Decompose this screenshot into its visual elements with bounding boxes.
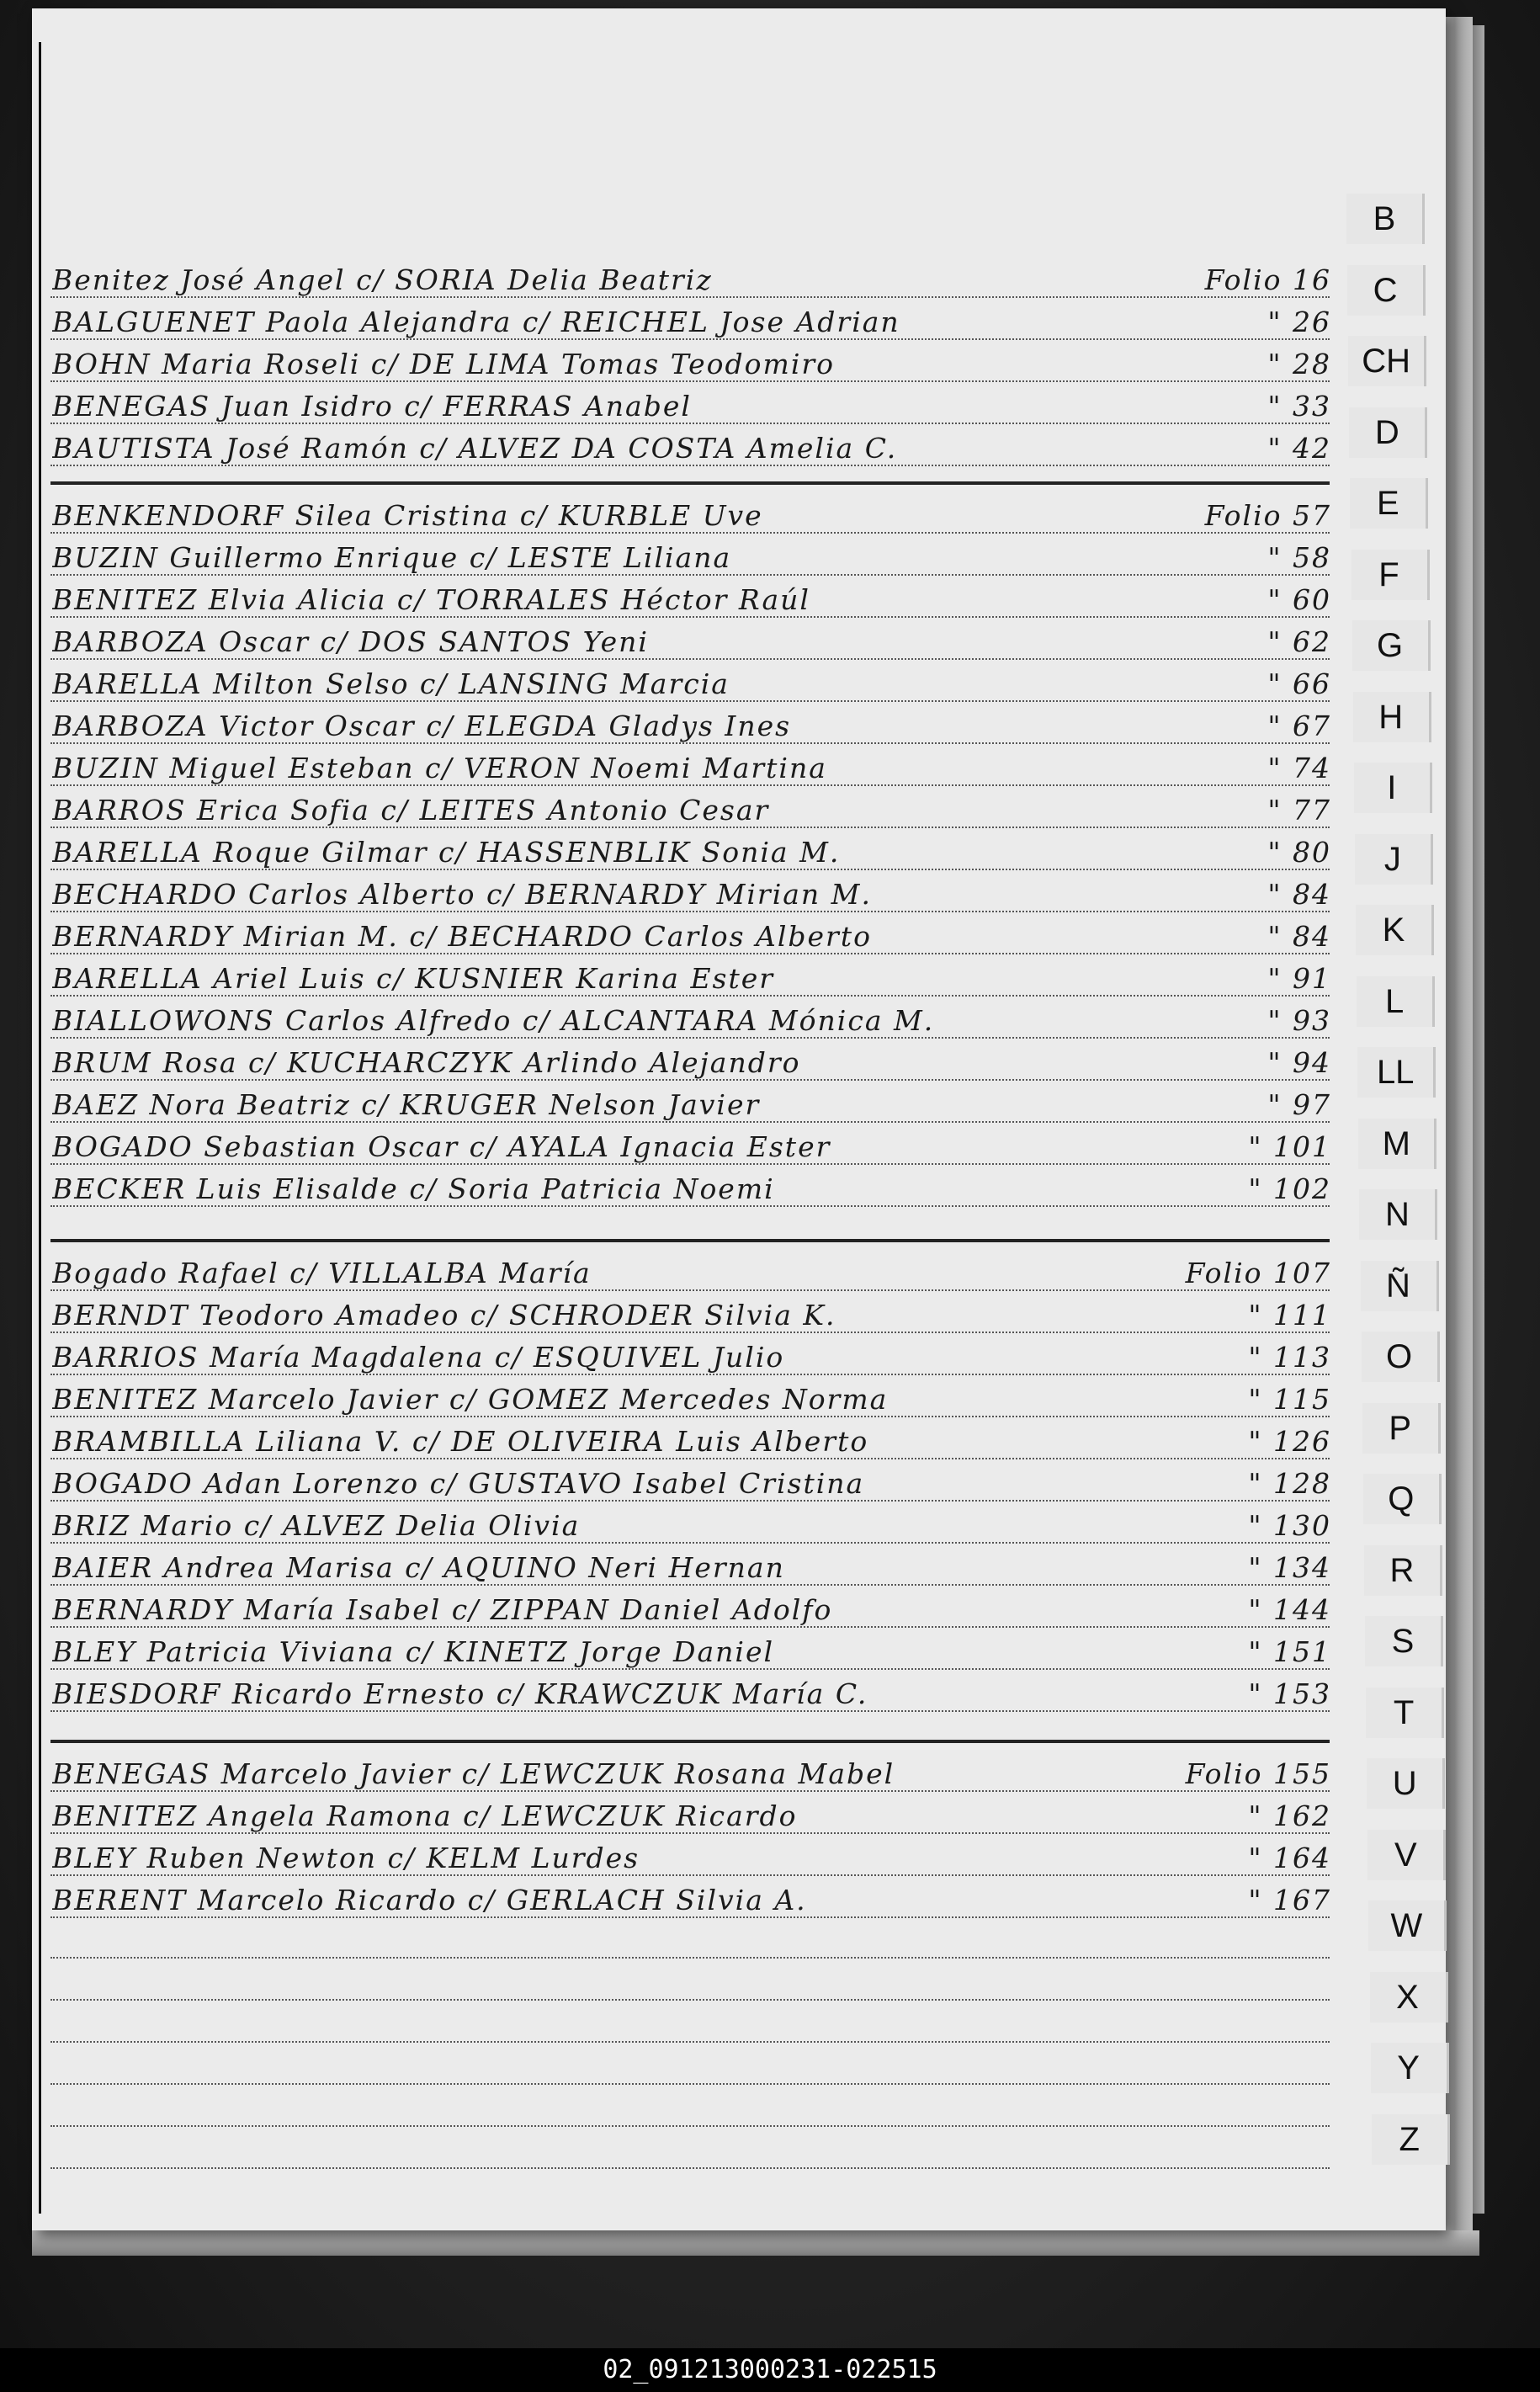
index-tab-e[interactable]: E: [1350, 478, 1428, 529]
entry-folio: " 134: [1248, 1551, 1331, 1584]
index-tab-r[interactable]: R: [1364, 1545, 1442, 1596]
entry-names: BRAMBILLA Liliana V. c/ DE OLIVEIRA Luis Alberto: [52, 1425, 869, 1458]
entry-names: BECHARDO Carlos Alberto c/ BERNARDY Mirian M.: [52, 878, 872, 911]
entry-names: BARBOZA Victor Oscar c/ ELEGDA Gladys Ines: [52, 710, 792, 742]
ledger-entry: [52, 1372, 1331, 1416]
index-tabs: [1346, 168, 1464, 2239]
index-tab-v[interactable]: V: [1367, 1830, 1446, 1880]
entry-names: Benitez José Angel c/ SORIA Delia Beatriz: [52, 263, 713, 296]
entry-folio: " 111: [1248, 1299, 1331, 1332]
entry-folio: " 130: [1248, 1509, 1331, 1542]
entry-folio: " 151: [1248, 1635, 1331, 1668]
ledger-entry: [52, 1288, 1331, 1332]
entry-names: BAUTISTA José Ramón c/ ALVEZ DA COSTA Amelia C.: [52, 432, 898, 465]
entry-names: BENITEZ Elvia Alicia c/ TORRALES Héctor Raúl: [52, 583, 810, 616]
entry-folio: " 66: [1267, 667, 1331, 700]
ledger-entry: [52, 530, 1331, 574]
ledger-entry: [52, 421, 1331, 465]
index-tab-y[interactable]: Y: [1371, 2043, 1449, 2093]
entry-folio: " 58: [1267, 541, 1331, 574]
ledger-entry: [52, 1789, 1331, 1832]
entry-folio: " 60: [1267, 583, 1331, 616]
entry-names: BRIZ Mario c/ ALVEZ Delia Olivia: [52, 1509, 581, 1542]
ledger-entry: [52, 1666, 1331, 1710]
entry-folio: " 93: [1267, 1004, 1331, 1037]
entry-names: BARELLA Milton Selso c/ LANSING Marcia: [52, 667, 730, 700]
entry-names: BERNARDY Mirian M. c/ BECHARDO Carlos Alberto: [52, 920, 872, 953]
entry-folio: " 77: [1267, 794, 1331, 827]
ledger-entry: [52, 993, 1331, 1037]
index-tab-ll[interactable]: LL: [1357, 1047, 1436, 1098]
ledger-entry: [52, 1540, 1331, 1584]
entry-names: BAIER Andrea Marisa c/ AQUINO Neri Hernan: [52, 1551, 785, 1584]
ledger-entry: [52, 1624, 1331, 1668]
ledger-entry: [52, 1873, 1331, 1916]
ledger-entry: [52, 867, 1331, 911]
entry-folio: Folio 155: [1185, 1757, 1331, 1790]
entry-names: BENKENDORF Silea Cristina c/ KURBLE Uve: [52, 499, 763, 532]
ledger-entry: [52, 252, 1331, 296]
index-tab-q[interactable]: Q: [1363, 1474, 1442, 1524]
ledger-entry: [52, 1161, 1331, 1205]
entry-names: BRUM Rosa c/ KUCHARCZYK Arlindo Alejandro: [52, 1046, 801, 1079]
entry-folio: " 33: [1267, 390, 1331, 423]
ledger-entry: [52, 572, 1331, 616]
index-tab-ñ[interactable]: Ñ: [1361, 1261, 1439, 1311]
ledger-entry: [52, 1414, 1331, 1458]
ledger-entry: [52, 1077, 1331, 1121]
ledger-entry: [52, 1035, 1331, 1079]
entry-names: BERENT Marcelo Ricardo c/ GERLACH Silvia A.: [52, 1884, 807, 1916]
entry-folio: " 167: [1248, 1884, 1331, 1916]
ruled-line: [50, 2041, 1330, 2043]
entry-names: BLEY Ruben Newton c/ KELM Lurdes: [52, 1842, 640, 1874]
index-tab-c[interactable]: C: [1347, 265, 1426, 316]
entry-names: BUZIN Guillermo Enrique c/ LESTE Liliana: [52, 541, 732, 574]
ledger-entry: [52, 1746, 1331, 1790]
entry-folio: " 84: [1267, 920, 1331, 953]
index-tab-h[interactable]: H: [1353, 692, 1431, 742]
entry-folio: " 162: [1248, 1799, 1331, 1832]
ruled-line: [50, 1710, 1330, 1712]
ledger-entry: [52, 951, 1331, 995]
ledger-entry: [52, 1582, 1331, 1626]
entry-names: Bogado Rafael c/ VILLALBA María: [52, 1257, 592, 1289]
index-tab-k[interactable]: K: [1356, 905, 1434, 955]
entry-folio: " 84: [1267, 878, 1331, 911]
ledger-entry: [52, 909, 1331, 953]
entry-folio: " 62: [1267, 625, 1331, 658]
image-code: 02_091213000231-022515: [603, 2355, 937, 2384]
entry-folio: " 94: [1267, 1046, 1331, 1079]
index-tab-f[interactable]: F: [1351, 550, 1430, 600]
page-edge: [1471, 25, 1484, 2214]
index-tab-w[interactable]: W: [1368, 1900, 1447, 1951]
ledger-entry: [52, 656, 1331, 700]
section-divider: [50, 1239, 1330, 1242]
entry-names: BECKER Luis Elisalde c/ Soria Patricia Noemi: [52, 1172, 775, 1205]
index-tab-i[interactable]: I: [1354, 763, 1432, 813]
entry-folio: " 153: [1248, 1677, 1331, 1710]
index-tab-l[interactable]: L: [1357, 976, 1435, 1027]
index-tab-p[interactable]: P: [1362, 1403, 1441, 1454]
entry-folio: " 101: [1248, 1130, 1331, 1163]
entry-folio: " 91: [1267, 962, 1331, 995]
entry-names: BENEGAS Juan Isidro c/ FERRAS Anabel: [52, 390, 692, 423]
index-tab-z[interactable]: Z: [1372, 2114, 1450, 2165]
entry-folio: " 164: [1248, 1842, 1331, 1874]
entry-folio: " 97: [1267, 1088, 1331, 1121]
ledger-entry: [52, 488, 1331, 532]
entry-folio: " 74: [1267, 752, 1331, 784]
entry-folio: " 115: [1248, 1383, 1331, 1416]
index-tab-u[interactable]: U: [1367, 1758, 1445, 1809]
ledger-entry: [52, 1246, 1331, 1289]
index-tab-j[interactable]: J: [1355, 834, 1433, 885]
section-divider: [50, 481, 1330, 485]
ruled-line: [50, 2125, 1330, 2127]
ruled-line: [50, 1957, 1330, 1959]
entry-names: BAEZ Nora Beatriz c/ KRUGER Nelson Javier: [52, 1088, 761, 1121]
ledger-entry: [52, 337, 1331, 380]
entry-folio: Folio 107: [1185, 1257, 1331, 1289]
entry-names: BIESDORF Ricardo Ernesto c/ KRAWCZUK María C.: [52, 1677, 868, 1710]
entry-names: BENEGAS Marcelo Javier c/ LEWCZUK Rosana Mabel: [52, 1757, 895, 1790]
index-tab-g[interactable]: G: [1352, 620, 1431, 671]
entry-folio: Folio 57: [1204, 499, 1331, 532]
ledger-entry: [52, 1498, 1331, 1542]
entry-folio: " 126: [1248, 1425, 1331, 1458]
ledger-entry: [52, 1456, 1331, 1500]
entry-names: BENITEZ Marcelo Javier c/ GOMEZ Mercedes Norma: [52, 1383, 889, 1416]
entry-names: BARRIOS María Magdalena c/ ESQUIVEL Julio: [52, 1341, 785, 1374]
entry-names: BUZIN Miguel Esteban c/ VERON Noemi Martina: [52, 752, 827, 784]
ruled-line: [50, 1999, 1330, 2001]
entry-names: BOGADO Sebastian Oscar c/ AYALA Ignacia Ester: [52, 1130, 831, 1163]
entry-names: BARBOZA Oscar c/ DOS SANTOS Yeni: [52, 625, 649, 658]
ledger-entry: [52, 783, 1331, 827]
ledger-entry: [52, 295, 1331, 338]
page-bottom-edge: [32, 2230, 1479, 2256]
entry-names: BARELLA Ariel Luis c/ KUSNIER Karina Ester: [52, 962, 775, 995]
index-tab-x[interactable]: X: [1370, 1972, 1448, 2023]
ruled-line: [50, 2167, 1330, 2169]
ledger-entry: [52, 699, 1331, 742]
entry-names: BALGUENET Paola Alejandra c/ REICHEL Jose Adrian: [52, 306, 900, 338]
index-tab-s[interactable]: S: [1365, 1616, 1443, 1666]
entry-names: BLEY Patricia Viviana c/ KINETZ Jorge Daniel: [52, 1635, 775, 1668]
ledger-entry: [52, 741, 1331, 784]
ruled-line: [50, 465, 1330, 466]
margin-line: [39, 42, 41, 2214]
entry-names: BARELLA Roque Gilmar c/ HASSENBLIK Sonia M.: [52, 836, 841, 869]
entry-folio: " 28: [1267, 348, 1331, 380]
entry-folio: " 102: [1248, 1172, 1331, 1205]
ledger-entry: [52, 1831, 1331, 1874]
entry-folio: " 80: [1267, 836, 1331, 869]
index-tab-b[interactable]: B: [1346, 194, 1425, 244]
entry-names: BARROS Erica Sofia c/ LEITES Antonio Cesar: [52, 794, 770, 827]
entry-names: BOHN Maria Roseli c/ DE LIMA Tomas Teodomiro: [52, 348, 836, 380]
entry-folio: " 26: [1267, 306, 1331, 338]
entry-folio: " 113: [1248, 1341, 1331, 1374]
index-tab-ch[interactable]: CH: [1348, 336, 1426, 386]
entry-names: BERNARDY María Isabel c/ ZIPPAN Daniel Adolfo: [52, 1593, 833, 1626]
entry-folio: Folio 16: [1204, 263, 1331, 296]
index-tab-t[interactable]: T: [1366, 1688, 1444, 1738]
section-divider: [50, 1740, 1330, 1743]
entry-names: BIALLOWONS Carlos Alfredo c/ ALCANTARA Mónica M.: [52, 1004, 935, 1037]
entry-names: BENITEZ Angela Ramona c/ LEWCZUK Ricardo: [52, 1799, 798, 1832]
index-tab-o[interactable]: O: [1362, 1332, 1440, 1382]
ledger-entry: [52, 614, 1331, 658]
ledger-entry: [52, 379, 1331, 423]
entry-names: BERNDT Teodoro Amadeo c/ SCHRODER Silvia K.: [52, 1299, 836, 1332]
ledger-entry: [52, 825, 1331, 869]
ruled-line: [50, 1916, 1330, 1918]
index-tab-d[interactable]: D: [1349, 407, 1427, 458]
index-tab-m[interactable]: M: [1358, 1119, 1436, 1169]
ruled-line: [50, 2083, 1330, 2085]
index-tab-n[interactable]: N: [1359, 1189, 1437, 1240]
ledger-entry: [52, 1119, 1331, 1163]
entry-folio: " 67: [1267, 710, 1331, 742]
entry-folio: " 42: [1267, 432, 1331, 465]
ruled-line: [50, 1205, 1330, 1207]
entry-folio: " 128: [1248, 1467, 1331, 1500]
ledger-entry: [52, 1330, 1331, 1374]
entry-folio: " 144: [1248, 1593, 1331, 1626]
entry-names: BOGADO Adan Lorenzo c/ GUSTAVO Isabel Cristina: [52, 1467, 865, 1500]
